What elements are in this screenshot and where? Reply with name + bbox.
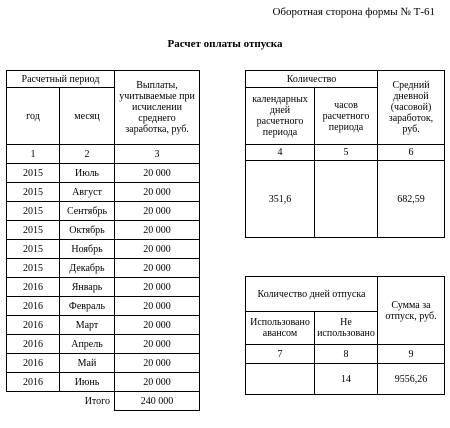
col-num-2: 2: [60, 145, 115, 164]
header-month: месяц: [60, 88, 115, 145]
table-row: [7, 373, 200, 392]
used-advance-value: [246, 364, 315, 395]
hours-value: [315, 161, 378, 238]
header-not-used: Не использовано: [315, 312, 378, 345]
header-year: год: [7, 88, 60, 145]
table-row: [7, 316, 200, 335]
cell-month: Ноябрь: [60, 240, 115, 259]
vacation-pay-table: [245, 276, 445, 395]
not-used-value: 14: [315, 364, 378, 395]
cell-month: Февраль: [60, 297, 115, 316]
col-num-7: 7: [246, 345, 315, 364]
cell-year: 2015: [7, 221, 60, 240]
col-num-5: 5: [315, 145, 378, 161]
table-row: [7, 259, 200, 278]
cell-amount: 20 000: [115, 354, 200, 373]
cell-year: 2016: [7, 354, 60, 373]
average-earnings-table: [245, 70, 445, 238]
cell-amount: 20 000: [115, 335, 200, 354]
cell-year: 2015: [7, 240, 60, 259]
header-period: Расчетный период: [7, 71, 115, 88]
cell-year: 2016: [7, 297, 60, 316]
col-num-3: 3: [115, 145, 200, 164]
cell-amount: 20 000: [115, 202, 200, 221]
cell-month: Июнь: [60, 373, 115, 392]
cell-year: 2016: [7, 373, 60, 392]
header-avg-earnings: Средний дневной (часовой) заработок, руб.: [378, 71, 445, 145]
cell-year: 2016: [7, 335, 60, 354]
header-calendar-days: календарных дней расчетного периода: [246, 88, 315, 145]
avg-earnings-value: 682,59: [378, 161, 445, 238]
table-row: [7, 183, 200, 202]
header-used-advance: Использовано авансом: [246, 312, 315, 345]
table-row: [7, 354, 200, 373]
form-label: Оборотная сторона формы № Т-61: [272, 6, 435, 18]
cell-year: 2016: [7, 278, 60, 297]
col-num-1: 1: [7, 145, 60, 164]
header-vacation-sum: Сумма за отпуск, руб.: [378, 277, 445, 345]
table-row: [7, 221, 200, 240]
header-payments: Выплаты, учитываемые при исчислении среднего заработка, руб.: [115, 71, 200, 145]
cell-month: Январь: [60, 278, 115, 297]
table-row: [7, 278, 200, 297]
cell-amount: 20 000: [115, 316, 200, 335]
cell-amount: 20 000: [115, 164, 200, 183]
cell-amount: 20 000: [115, 221, 200, 240]
page-title: Расчет оплаты отпуска: [167, 38, 283, 50]
cell-month: Июль: [60, 164, 115, 183]
total-value: 240 000: [115, 392, 200, 411]
cell-year: 2016: [7, 316, 60, 335]
table-row: [7, 164, 200, 183]
table-row: [7, 297, 200, 316]
cell-amount: 20 000: [115, 297, 200, 316]
cell-month: Май: [60, 354, 115, 373]
cell-year: 2015: [7, 202, 60, 221]
cell-amount: 20 000: [115, 373, 200, 392]
cell-month: Март: [60, 316, 115, 335]
payments-table: [6, 70, 200, 411]
cell-month: Октябрь: [60, 221, 115, 240]
cell-month: Апрель: [60, 335, 115, 354]
cell-year: 2015: [7, 164, 60, 183]
col-num-4: 4: [246, 145, 315, 161]
header-vacation-days: Количество дней отпуска: [246, 277, 378, 312]
table-row: [7, 335, 200, 354]
cell-amount: 20 000: [115, 259, 200, 278]
col-num-8: 8: [315, 345, 378, 364]
header-quantity: Количество: [246, 71, 378, 88]
cell-amount: 20 000: [115, 278, 200, 297]
col-num-6: 6: [378, 145, 445, 161]
cell-amount: 20 000: [115, 240, 200, 259]
total-label: Итого: [84, 395, 110, 407]
cell-month: Сентябрь: [60, 202, 115, 221]
table-row: [7, 240, 200, 259]
cell-year: 2015: [7, 259, 60, 278]
header-hours: часов расчетного периода: [315, 88, 378, 145]
cell-amount: 20 000: [115, 183, 200, 202]
col-num-9: 9: [378, 345, 445, 364]
cell-month: Декабрь: [60, 259, 115, 278]
total-row: [7, 392, 200, 411]
table-row: [7, 202, 200, 221]
vacation-sum-value: 9556,26: [378, 364, 445, 395]
calendar-days-value: 351,6: [246, 161, 315, 238]
cell-year: 2015: [7, 183, 60, 202]
cell-month: Август: [60, 183, 115, 202]
